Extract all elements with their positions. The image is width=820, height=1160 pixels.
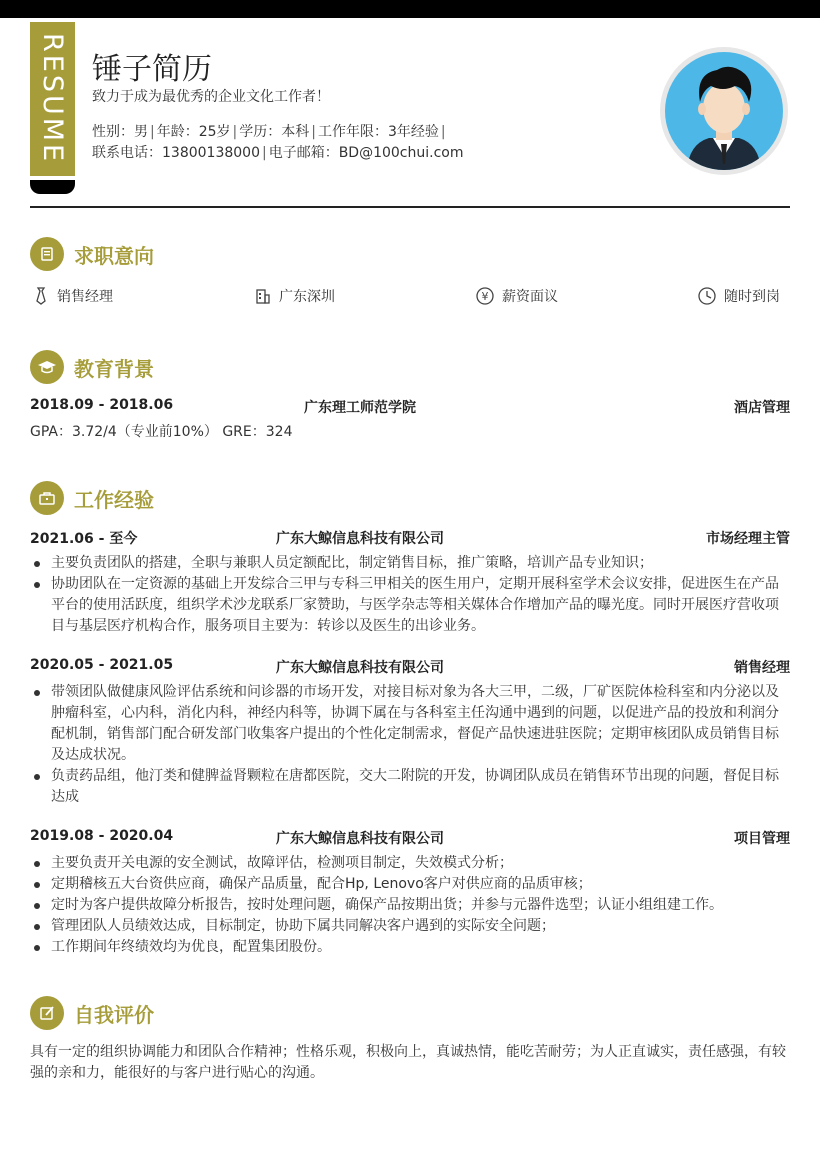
job-bullet: 负责药品组，他汀类和健脾益肾颗粒在唐都医院，交大二附院的开发，协调团队成员在销售环节出现的问题，督促目标达成 (30, 766, 790, 808)
section-education-header (30, 350, 154, 384)
age: 年龄：25岁 (156, 124, 231, 140)
email: 电子邮箱：BD@100chui.com (268, 145, 464, 161)
avatar (660, 47, 788, 175)
job-bullet: 工作期间年终绩效均为优良，配置集团股份。 (30, 937, 790, 958)
job-role: 市场经理主管 (706, 531, 790, 547)
avatar-illustration (665, 52, 783, 170)
job-entry-header (30, 828, 790, 848)
clipboard-icon (30, 237, 64, 271)
intent-availability-label: 随时到岗 (724, 289, 780, 305)
job-bullets (30, 853, 790, 958)
basic-info-row-1: 性别：男 | 年龄：25岁 | 学历：本科 | 工作年限：3年经验 | (92, 124, 446, 140)
job-bullet: 主要负责团队的搭建，全职与兼职人员定额配比，制定销售目标，推广策略，培训产品专业知识； (30, 553, 790, 574)
job-date: 2019.08 - 2020.04 (30, 828, 174, 844)
edit-icon (30, 996, 64, 1030)
job-date: 2020.05 - 2021.05 (30, 657, 174, 673)
briefcase-icon (30, 481, 64, 515)
job-bullet: 定期稽核五大台资供应商，确保产品质量，配合Hp, Lenovo客户对供应商的品质审核； (30, 874, 790, 895)
svg-text:¥: ¥ (481, 290, 489, 303)
education-major: 酒店管理 (734, 400, 790, 416)
job-date: 2021.06 - 至今 (30, 531, 138, 547)
education-level: 学历：本科 (239, 124, 310, 140)
job-bullets (30, 553, 790, 637)
job-entry-header (30, 657, 790, 677)
building-icon (255, 288, 271, 304)
section-self-header (30, 996, 154, 1030)
job-role: 项目管理 (734, 831, 790, 847)
intent-salary-label: 薪资面议 (502, 289, 558, 305)
intent-position-label: 销售经理 (57, 289, 113, 305)
job-bullet: 带领团队做健康风险评估系统和问诊器的市场开发，对接目标对象为各大三甲，二级，厂矿医院体检科室和内分泌以及肿瘤科室，心内科，消化内科，神经内科等，协调下属在与各科室主任沟通中遇到的问题，以促进产品的投放和利润分配机制，销售部门配合研发部门收集客户提出的个性化定制需求，督促产品快速进驻医院；定期审核团队成员销售目标及达成状况。 (30, 682, 790, 766)
section-work-header (30, 481, 154, 515)
job-bullet: 定时为客户提供故障分析报告，按时处理问题，确保产品按期出货；并参与元器件选型；认证小组组建工作。 (30, 895, 790, 916)
self-evaluation-text: 具有一定的组织协调能力和团队合作精神；性格乐观，积极向上，真诚热情，能吃苦耐劳；为人正直诚实，责任感强，有较强的亲和力，能很好的与客户进行贴心的沟通。 (30, 1044, 786, 1081)
person-icon (665, 52, 783, 170)
gender: 性别：男 (92, 124, 148, 140)
resume-tag (30, 18, 75, 193)
graduation-cap-icon (30, 350, 64, 384)
job-bullet: 管理团队人员绩效达成，目标制定，协助下属共同解决客户遇到的实际安全问题； (30, 916, 790, 937)
section-intent-header (30, 237, 154, 271)
job-entry-header (30, 528, 790, 548)
intent-item-city (255, 286, 335, 306)
resume-tag-text: RESUME (37, 33, 68, 165)
work-years: 工作年限：3年经验 (317, 124, 439, 140)
intent-item-availability (698, 286, 780, 306)
top-bar (0, 0, 820, 18)
job-company: 广东大鲸信息科技有限公司 (276, 660, 444, 676)
section-intent-title: 求职意向 (74, 243, 154, 268)
clock-icon (698, 287, 716, 305)
tie-icon (33, 287, 49, 305)
job-company: 广东大鲸信息科技有限公司 (276, 831, 444, 847)
intent-item-salary (476, 286, 558, 306)
candidate-slogan: 致力于成为最优秀的企业文化工作者！ (92, 89, 330, 105)
education-detail: GPA：3.72/4（专业前10%） GRE：324 (30, 424, 293, 440)
intent-city-label: 广东深圳 (279, 289, 335, 305)
section-work-title: 工作经验 (74, 487, 154, 512)
section-self-title: 自我评价 (74, 1002, 154, 1027)
section-education-title: 教育背景 (74, 356, 154, 381)
candidate-name: 锤子简历 (92, 52, 212, 87)
job-bullet: 协助团队在一定资源的基础上开发综合三甲与专科三甲相关的医生用户，定期开展科室学术会议安排，促进医生在产品平台的使用活跃度，组织学术沙龙联系厂家赞助，与医学杂志等相关媒体合作增加产品的曝光度。同时开展医疗营收项目与基层医疗机构合作，服务项目主要为：转诊以及医生的出诊业务。 (30, 574, 790, 637)
education-school: 广东理工师范学院 (304, 400, 416, 416)
job-bullets (30, 682, 790, 808)
phone: 联系电话：13800138000 (92, 145, 260, 161)
education-date: 2018.09 - 2018.06 (30, 397, 174, 413)
resume-tag-tail (30, 180, 75, 194)
education-entry-header (30, 397, 790, 417)
job-bullet: 主要负责开关电源的安全测试，故障评估，检测项目制定，失效模式分析； (30, 853, 790, 874)
header-divider (30, 206, 790, 208)
yen-icon (476, 287, 494, 305)
job-role: 销售经理 (734, 660, 790, 676)
job-company: 广东大鲸信息科技有限公司 (276, 531, 444, 547)
intent-item-position (33, 286, 113, 306)
basic-info-row-2: 联系电话：13800138000 | 电子邮箱：BD@100chui.com (92, 145, 464, 161)
